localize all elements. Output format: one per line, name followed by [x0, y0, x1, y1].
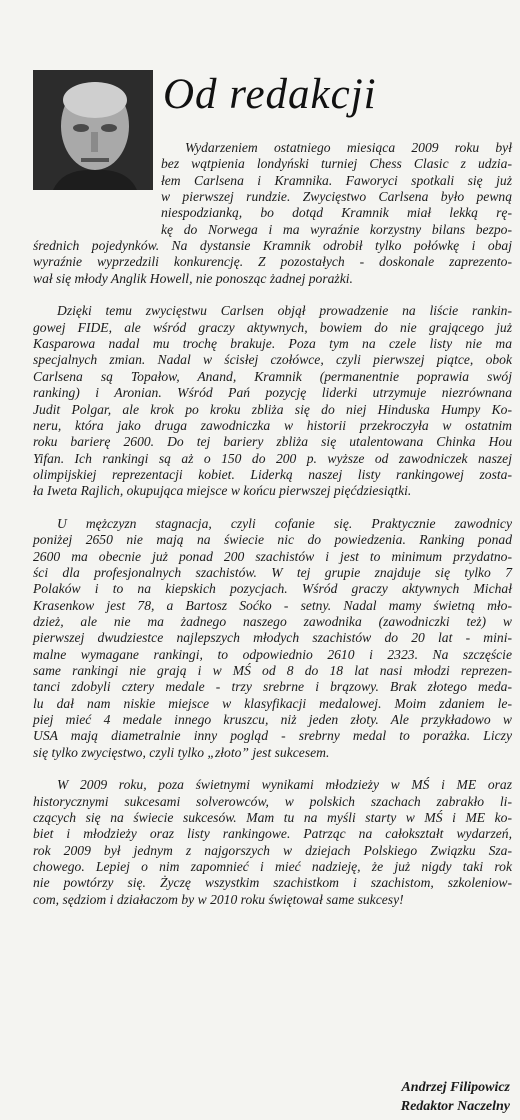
article-line: Wydarzeniem ostatniego miesiąca 2009 roku był [185, 140, 512, 155]
article-line: U mężczyzn stagnacja, czyli cofanie się. Praktycznie zawodnicy [57, 515, 512, 531]
article-line: Carlsena są Topałow, Anand, Kramnik (permanentnie poprawia swój [33, 368, 512, 384]
paragraph-gap [33, 287, 512, 303]
article-line: USA mają diametralnie inny pogląd - srebrny medal to porażka. Liczy [33, 728, 512, 744]
article-line: historycznymi sukcesami solverowców, w polskich szachach zabrakło li- [33, 793, 512, 809]
article-line: ranking) i Aronian. Wśród Pań pozycję liderki utrzymuje niezrównana [33, 385, 512, 401]
article-line: nie powtórzy się. Życzę wszystkim szachistkom i szachistom, szkoleniow- [33, 875, 512, 891]
article-line: dzież, ale nie ma żadnego naszego zawodnika (zawodniczki też) w [33, 613, 512, 629]
article-line: Dzięki temu zwycięstwu Carlsen objął prowadzenie na liście rankin- [57, 303, 512, 319]
article-line: chowego. Lepiej o nim zapomnieć i mieć nadzieję, że już nigdy taki rok [33, 859, 512, 875]
author-role: Redaktor Naczelny [400, 1099, 510, 1114]
article-line: rok 2009 był jednym z najgorszych w dziejach Polskiego Związku Sza- [33, 842, 512, 858]
article-line: bez wątpienia londyński turniej Chess Clasic z udzia- [161, 156, 512, 172]
paragraph-gap [33, 500, 512, 516]
article-line: średnich pojedynków. Na dystansie Kramnik odrobił tylko połówkę i obaj [33, 238, 512, 254]
article-line: Kasparowa nadal mu trochę brakuje. Poza tym na czele listy nie ma [33, 336, 512, 352]
signature [401, 1078, 510, 1116]
article-line: pierwszej dwudziestce najlepszych młodych szachistów do 20 lat - mini- [33, 630, 512, 646]
article-line: olimpijskiej reprezentacji kobiet. Liderką naszej listy rankingowej zosta- [33, 466, 512, 482]
article-line: niespodzianką, bo dotąd Kramnik miał lekką rę- [161, 205, 512, 221]
article-line: poniżej 2650 nie mają na świecie nic do powiedzenia. Ranking ponad [33, 532, 512, 548]
article-line: kę do Norwega i ma wyraźnie korzystny bilans bezpo- [161, 221, 512, 237]
article-line: com, sędziom i działaczom by w 2010 roku świętował same sukcesy! [33, 891, 404, 907]
article-line: Polaków i to na kiepskich pozycjach. Wśród graczy aktywnych Michał [33, 581, 512, 597]
article-line: czących się na świecie sukcesów. Mam tu na myśli starty w MŚ i ME ko- [33, 810, 512, 826]
article-line: piej mieć 4 medale innego kruszcu, niż jeden złoty. Ale przykładowo w [33, 712, 512, 728]
article-line: wyraźnie wyprzedzili konkurencję. Z pozostałych - doskonale zaprezento- [33, 254, 512, 270]
article-line: Krasenkow jest 78, a Bartosz Soćko - setny. Nadal mamy świetną mło- [33, 597, 512, 613]
article-line: Judit Polgar, ale krok po kroku zbliża się do niej Hinduska Humpy Ko- [33, 401, 512, 417]
article-line: ści dla profesjonalnych szachistów. W tej grupie znajduje się tylko 7 [33, 564, 512, 580]
article-line: Yifan. Ich rankingi są aż o 150 do 200 p. wyższe od zawodniczek naszej [33, 450, 512, 466]
article-line: 2600 ma obecnie już ponad 200 szachistów i jest to minimum przydatno- [33, 548, 512, 564]
author-name: Andrzej Filipowicz [401, 1080, 510, 1095]
article-line: specjalnych zmian. Nadal w ścisłej czołówce, czyli pierwszej piątce, obok [33, 352, 512, 368]
article-line: wał się młody Anglik Howell, nie ponosząc żadnej porażki. [33, 270, 353, 286]
article-line: w pierwszej rundzie. Zwycięstwo Carlsena było pewną [161, 189, 512, 205]
article-line: same rankingi nie grają i w MŚ od 8 do 18 lat nasi młodzi reprezen- [33, 663, 512, 678]
article-line: lu dał nam niskie miejsce w klasyfikacji medalowej. Moim zdaniem le- [33, 695, 512, 711]
article-line: gowej FIDE, ale wśród graczy aktywnych, bowiem do nie grającego już [33, 319, 512, 335]
article-line: malne wymagane rankingi, to odpowiednio 2610 i 2323. Na szczęście [33, 646, 512, 662]
article-line: neru, która jako druga zawodniczka w historii przekroczyła w ostatnim [33, 417, 512, 433]
article-line: się tylko zwycięstwo, czyli tylko „złoto” jest sukcesem. [33, 744, 330, 760]
page-title: Od redakcji [163, 71, 377, 118]
article-line: ła Iweta Rajlich, okupująca miejsce w końcu pierwszej pięćdziesiątki. [33, 483, 412, 499]
article-line: tanci zdobyli cztery medale - trzy srebrne i brązowy. Brak złotego meda- [33, 679, 512, 695]
article-body [33, 140, 512, 908]
article-line: W 2009 roku, poza świetnymi wynikami młodzieży w MŚ i ME oraz [57, 777, 512, 793]
article-line: łem Carlsena i Kramnika. Faworyci spotkali się już [161, 172, 512, 188]
paragraph-gap [33, 761, 512, 777]
article-line: biet i młodzieży oraz listy rankingowe. Patrząc na całokształt wydarzeń, [33, 826, 512, 842]
article-line: roku barierę 2600. Do tej bariery zbliża się utalentowana Chinka Hou [33, 434, 512, 450]
